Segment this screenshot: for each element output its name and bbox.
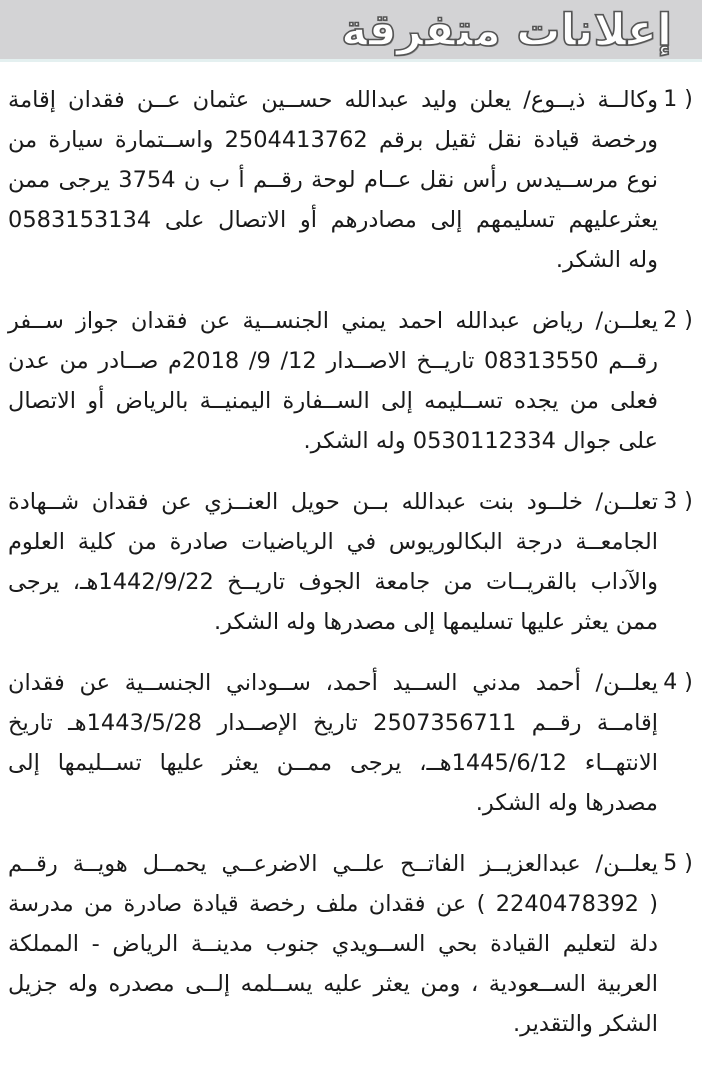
ad-number: 4 ) <box>663 670 693 695</box>
ad-text-line: على جوال 0530112334 وله الشكر. <box>303 428 658 454</box>
ad-text-line: العربية الســعودية ، ومن يعثر عليه يســلمه إلــى مصدره وله جزيل <box>8 971 658 997</box>
classified-ad-4 <box>0 663 702 823</box>
ad-text-line: رقــم 08313550 تاريــخ الاصــدار 12/ 9/ 2018م صــادر من عدن <box>8 348 659 374</box>
ad-text-line: يعلــن/ عبدالعزيــز الفاتــح علــي الاضرعــي يحمــل هويــة رقــم <box>8 851 658 877</box>
ad-text-line: دلة لتعليم القيادة بحي الســويدي جنوب مدينــة الرياض - المملكة <box>8 931 658 957</box>
section-header-band <box>0 0 702 62</box>
classified-ad-5 <box>0 844 702 1044</box>
classified-ad-1 <box>0 80 702 280</box>
classified-ads-list <box>0 80 702 1065</box>
section-title: إعلانات متفرقة <box>341 5 672 56</box>
ad-text-line: والآداب بالقريــات من جامعة الجوف تاريــخ 1442/9/22هـ، يرجى <box>8 569 658 595</box>
ad-text-line: الانتهــاء 1445/6/12هــ، يرجى ممــن يعثر عليها تســليمها إلى <box>8 750 658 776</box>
ad-text-line: نوع مرســيدس رأس نقل عــام لوحة رقــم أ ب ن 3754 يرجى ممن <box>8 167 658 193</box>
ad-text-line: ممن يعثر عليها تسليمها إلى مصدرها وله الشكر. <box>213 609 658 635</box>
ad-text-line: يعلــن/ أحمد مدني الســيد أحمد، ســوداني الجنســية عن فقدان <box>8 670 658 696</box>
ad-text-line: الشكر والتقدير. <box>513 1011 658 1037</box>
ad-number: 2 ) <box>663 308 693 333</box>
ad-number: 1 ) <box>663 87 693 112</box>
ad-text-line: يعثرعليهم تسليمهم إلى مصادرهم أو الاتصال على 0583153134 <box>8 207 658 233</box>
ad-text-line: تعلــن/ خلــود بنت عبدالله بــن حويل العنــزي عن فقدان شــهادة <box>8 489 658 515</box>
classified-ad-3 <box>0 482 702 642</box>
ad-text-line: إقامــة رقــم 2507356711 تاريخ الإصــدار 1443/5/28هـ تاريخ <box>8 710 659 736</box>
classified-ad-2 <box>0 301 702 461</box>
ad-text-line: ورخصة قيادة نقل ثقيل برقم 2504413762 واســتمارة سيارة من <box>8 127 659 153</box>
ad-text-line: ( 2240478392 ) عن فقدان ملف رخصة قيادة صادرة من مدرسة <box>8 891 658 917</box>
ad-text-line: فعلى من يجده تســليمه إلى الســفارة اليمنيــة بالرياض أو الاتصال <box>8 388 658 414</box>
ad-text-line: الجامعــة درجة البكالوريوس في الرياضيات صادرة من كلية العلوم <box>8 529 658 555</box>
ad-number: 5 ) <box>663 851 693 876</box>
ad-text-line: وكالــة ذيــوع/ يعلن وليد عبدالله حســين عثمان عــن فقدان إقامة <box>8 87 658 113</box>
ad-text-line: مصدرها وله الشكر. <box>475 790 658 816</box>
ad-text-line: وله الشكر. <box>555 247 658 273</box>
ad-number: 3 ) <box>663 489 693 514</box>
ad-text-line: يعلــن/ رياض عبدالله احمد يمني الجنســية عن فقدان جواز ســفر <box>8 308 658 334</box>
